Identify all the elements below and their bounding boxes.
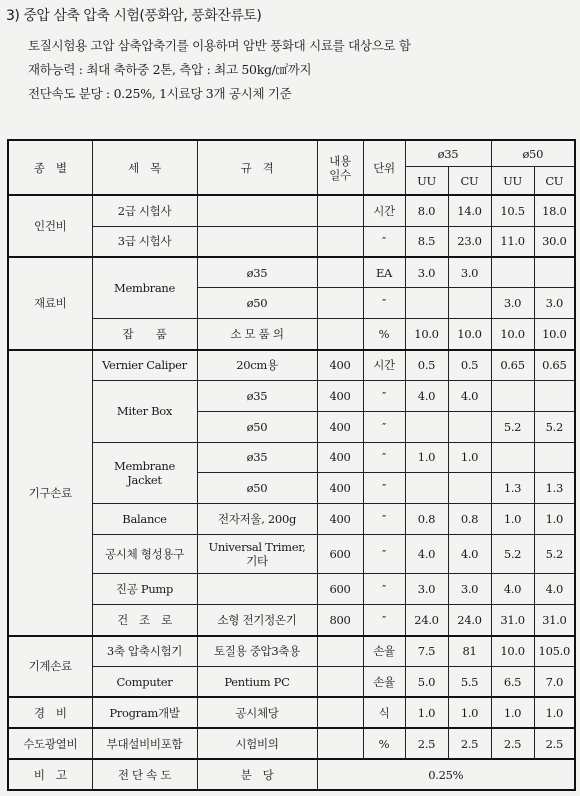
cell-d50-uu: 1.3 xyxy=(491,473,534,504)
row-unit: EA xyxy=(363,257,405,288)
cell-d35-uu: 1.0 xyxy=(405,442,448,473)
group-expense: 경 비 xyxy=(8,697,92,728)
cell-d50-cu: 3.0 xyxy=(534,288,575,319)
cell-d35-uu: 8.5 xyxy=(405,226,448,257)
cell-d50-uu: 5.2 xyxy=(491,411,534,442)
row-unit: 손율 xyxy=(363,666,405,697)
row-spec xyxy=(197,574,317,605)
cell-d35-cu: 3.0 xyxy=(448,574,491,605)
row-unit: % xyxy=(363,319,405,350)
row-item: Program개발 xyxy=(92,697,197,728)
cell-d35-uu: 0.5 xyxy=(405,350,448,381)
row-unit: ″ xyxy=(363,380,405,411)
cell-d35-uu xyxy=(405,473,448,504)
row-unit: 손율 xyxy=(363,636,405,667)
cell-d35-cu: 0.5 xyxy=(448,350,491,381)
cell-d50-cu: 4.0 xyxy=(534,574,575,605)
row-unit: ″ xyxy=(363,574,405,605)
row-days: 400 xyxy=(317,380,363,411)
cell-d35-uu: 0.8 xyxy=(405,504,448,535)
row-item: 공시체 형성용구 xyxy=(92,535,197,574)
row-days: 600 xyxy=(317,535,363,574)
group-utility: 수도광열비 xyxy=(8,728,92,759)
row-unit: ″ xyxy=(363,535,405,574)
cell-d35-cu: 23.0 xyxy=(448,226,491,257)
cell-d35-uu: 2.5 xyxy=(405,728,448,759)
row-spec: 소형 전기정온기 xyxy=(197,605,317,636)
row-spec: 시험비의 xyxy=(197,728,317,759)
cell-d35-cu: 14.0 xyxy=(448,195,491,226)
row-days xyxy=(317,666,363,697)
row-spec: Pentium PC xyxy=(197,666,317,697)
cell-d35-uu: 3.0 xyxy=(405,257,448,288)
row-item: 부대설비비포함 xyxy=(92,728,197,759)
cell-d35-cu: 5.5 xyxy=(448,666,491,697)
cell-d35-uu: 24.0 xyxy=(405,605,448,636)
row-spec: 분 당 xyxy=(197,759,317,790)
cell-d50-uu: 10.0 xyxy=(491,319,534,350)
row-item: Balance xyxy=(92,504,197,535)
row-spec: 전자저울, 200g xyxy=(197,504,317,535)
cell-d50-cu: 5.2 xyxy=(534,535,575,574)
cell-d50-uu: 4.0 xyxy=(491,574,534,605)
cell-d35-cu: 1.0 xyxy=(448,442,491,473)
row-spec xyxy=(197,195,317,226)
row-item: Computer xyxy=(92,666,197,697)
row-spec: 토질용 중압3축용 xyxy=(197,636,317,667)
row-spec: ø50 xyxy=(197,288,317,319)
row-days: 400 xyxy=(317,411,363,442)
header-uu: UU xyxy=(405,167,448,196)
row-days: 400 xyxy=(317,350,363,381)
group-equipment: 기구손료 xyxy=(8,350,92,636)
remark-value: 0.25% xyxy=(317,759,575,790)
cell-d35-uu: 10.0 xyxy=(405,319,448,350)
cell-d50-uu: 5.2 xyxy=(491,535,534,574)
cell-d35-uu: 4.0 xyxy=(405,535,448,574)
cell-d50-uu: 10.5 xyxy=(491,195,534,226)
cell-d35-uu: 5.0 xyxy=(405,666,448,697)
row-item: 2급 시험사 xyxy=(92,195,197,226)
row-spec: Universal Trimer, 기타 xyxy=(197,535,317,574)
header-d35: ø35 xyxy=(405,140,491,167)
cell-d35-uu: 8.0 xyxy=(405,195,448,226)
row-days: 600 xyxy=(317,574,363,605)
cell-d35-uu: 3.0 xyxy=(405,574,448,605)
group-remark: 비 고 xyxy=(8,759,92,790)
row-days xyxy=(317,636,363,667)
group-labor: 인건비 xyxy=(8,195,92,257)
cell-d35-cu xyxy=(448,473,491,504)
row-unit: ″ xyxy=(363,504,405,535)
row-item: Miter Box xyxy=(92,380,197,442)
row-unit: ″ xyxy=(363,226,405,257)
row-item: 건 조 로 xyxy=(92,605,197,636)
cell-d50-cu: 1.0 xyxy=(534,504,575,535)
cell-d50-cu: 30.0 xyxy=(534,226,575,257)
header-item: 세 목 xyxy=(92,140,197,195)
cell-d35-uu: 7.5 xyxy=(405,636,448,667)
intro-line: 토질시험용 고압 삼축압축기를 이용하며 암반 풍화대 시료를 대상으로 함 xyxy=(28,38,411,53)
cell-d35-cu: 1.0 xyxy=(448,697,491,728)
cell-d50-cu: 5.2 xyxy=(534,411,575,442)
cell-d35-uu xyxy=(405,288,448,319)
header-days: 내용 일수 xyxy=(317,140,363,195)
cell-d35-cu: 4.0 xyxy=(448,535,491,574)
cell-d35-cu: 0.8 xyxy=(448,504,491,535)
row-item: Vernier Caliper xyxy=(92,350,197,381)
cell-d50-uu: 0.65 xyxy=(491,350,534,381)
row-item: 잡 품 xyxy=(92,319,197,350)
row-spec: ø50 xyxy=(197,473,317,504)
row-days xyxy=(317,195,363,226)
cell-d50-uu: 31.0 xyxy=(491,605,534,636)
cell-d50-cu: 7.0 xyxy=(534,666,575,697)
cell-d50-uu: 10.0 xyxy=(491,636,534,667)
row-item: 전 단 속 도 xyxy=(92,759,197,790)
cell-d35-cu: 81 xyxy=(448,636,491,667)
row-unit: 시간 xyxy=(363,195,405,226)
row-item: 3급 시험사 xyxy=(92,226,197,257)
row-unit: 시간 xyxy=(363,350,405,381)
cell-d50-uu xyxy=(491,380,534,411)
intro-text xyxy=(28,34,558,106)
cell-d50-cu: 10.0 xyxy=(534,319,575,350)
row-item: Membrane Jacket xyxy=(92,442,197,504)
cell-d35-cu xyxy=(448,288,491,319)
row-days: 400 xyxy=(317,504,363,535)
row-unit: ″ xyxy=(363,605,405,636)
row-days xyxy=(317,257,363,288)
cell-d35-cu: 3.0 xyxy=(448,257,491,288)
cell-d50-cu xyxy=(534,257,575,288)
group-machine: 기계손료 xyxy=(8,636,92,698)
row-days: 400 xyxy=(317,473,363,504)
header-cu: CU xyxy=(534,167,575,196)
header-cu: CU xyxy=(448,167,491,196)
cell-d35-cu: 10.0 xyxy=(448,319,491,350)
row-days xyxy=(317,288,363,319)
row-spec: ø35 xyxy=(197,257,317,288)
cell-d35-cu xyxy=(448,411,491,442)
cell-d50-uu: 1.0 xyxy=(491,504,534,535)
row-days xyxy=(317,697,363,728)
cell-d50-cu: 31.0 xyxy=(534,605,575,636)
row-spec: 20cm용 xyxy=(197,350,317,381)
header-uu: UU xyxy=(491,167,534,196)
cell-d50-cu: 0.65 xyxy=(534,350,575,381)
cell-d50-cu: 18.0 xyxy=(534,195,575,226)
section-title: 3) 중압 삼축 압축 시험(풍화암, 풍화잔류토) xyxy=(6,8,262,24)
cell-d50-cu xyxy=(534,380,575,411)
row-days: 400 xyxy=(317,442,363,473)
row-unit: 식 xyxy=(363,697,405,728)
row-days: 800 xyxy=(317,605,363,636)
row-days xyxy=(317,319,363,350)
row-spec: ø35 xyxy=(197,442,317,473)
row-unit: ″ xyxy=(363,442,405,473)
cell-d50-uu: 11.0 xyxy=(491,226,534,257)
cell-d35-uu: 4.0 xyxy=(405,380,448,411)
cell-d35-uu xyxy=(405,411,448,442)
cell-d35-cu: 4.0 xyxy=(448,380,491,411)
row-spec xyxy=(197,226,317,257)
cell-d50-cu: 1.3 xyxy=(534,473,575,504)
row-unit: ″ xyxy=(363,411,405,442)
row-spec: 소 모 품 의 xyxy=(197,319,317,350)
row-unit: ″ xyxy=(363,288,405,319)
cell-d50-uu: 2.5 xyxy=(491,728,534,759)
row-spec: 공시체당 xyxy=(197,697,317,728)
cell-d50-uu: 1.0 xyxy=(491,697,534,728)
cost-table xyxy=(7,139,576,791)
row-unit: ″ xyxy=(363,473,405,504)
cell-d35-cu: 24.0 xyxy=(448,605,491,636)
header-category: 종 별 xyxy=(8,140,92,195)
intro-line: 재하능력 : 최대 축하중 2톤, 측압 : 최고 50kg/㎠까지 xyxy=(28,62,312,77)
row-item: Membrane xyxy=(92,257,197,319)
cell-d50-uu: 3.0 xyxy=(491,288,534,319)
header-d50: ø50 xyxy=(491,140,575,167)
row-spec: ø35 xyxy=(197,380,317,411)
group-material: 재료비 xyxy=(8,257,92,350)
header-spec: 규 격 xyxy=(197,140,317,195)
row-spec: ø50 xyxy=(197,411,317,442)
cell-d50-cu: 105.0 xyxy=(534,636,575,667)
row-days xyxy=(317,728,363,759)
header-unit: 단위 xyxy=(363,140,405,195)
intro-line: 전단속도 분당 : 0.25%, 1시료당 3개 공시체 기준 xyxy=(28,86,292,101)
cell-d50-uu: 6.5 xyxy=(491,666,534,697)
row-item: 진공 Pump xyxy=(92,574,197,605)
cell-d50-uu xyxy=(491,442,534,473)
row-unit: % xyxy=(363,728,405,759)
cell-d50-cu: 1.0 xyxy=(534,697,575,728)
row-days xyxy=(317,226,363,257)
cell-d35-uu: 1.0 xyxy=(405,697,448,728)
cell-d50-cu: 2.5 xyxy=(534,728,575,759)
row-item: 3축 압축시험기 xyxy=(92,636,197,667)
cell-d35-cu: 2.5 xyxy=(448,728,491,759)
cell-d50-cu xyxy=(534,442,575,473)
cell-d50-uu xyxy=(491,257,534,288)
